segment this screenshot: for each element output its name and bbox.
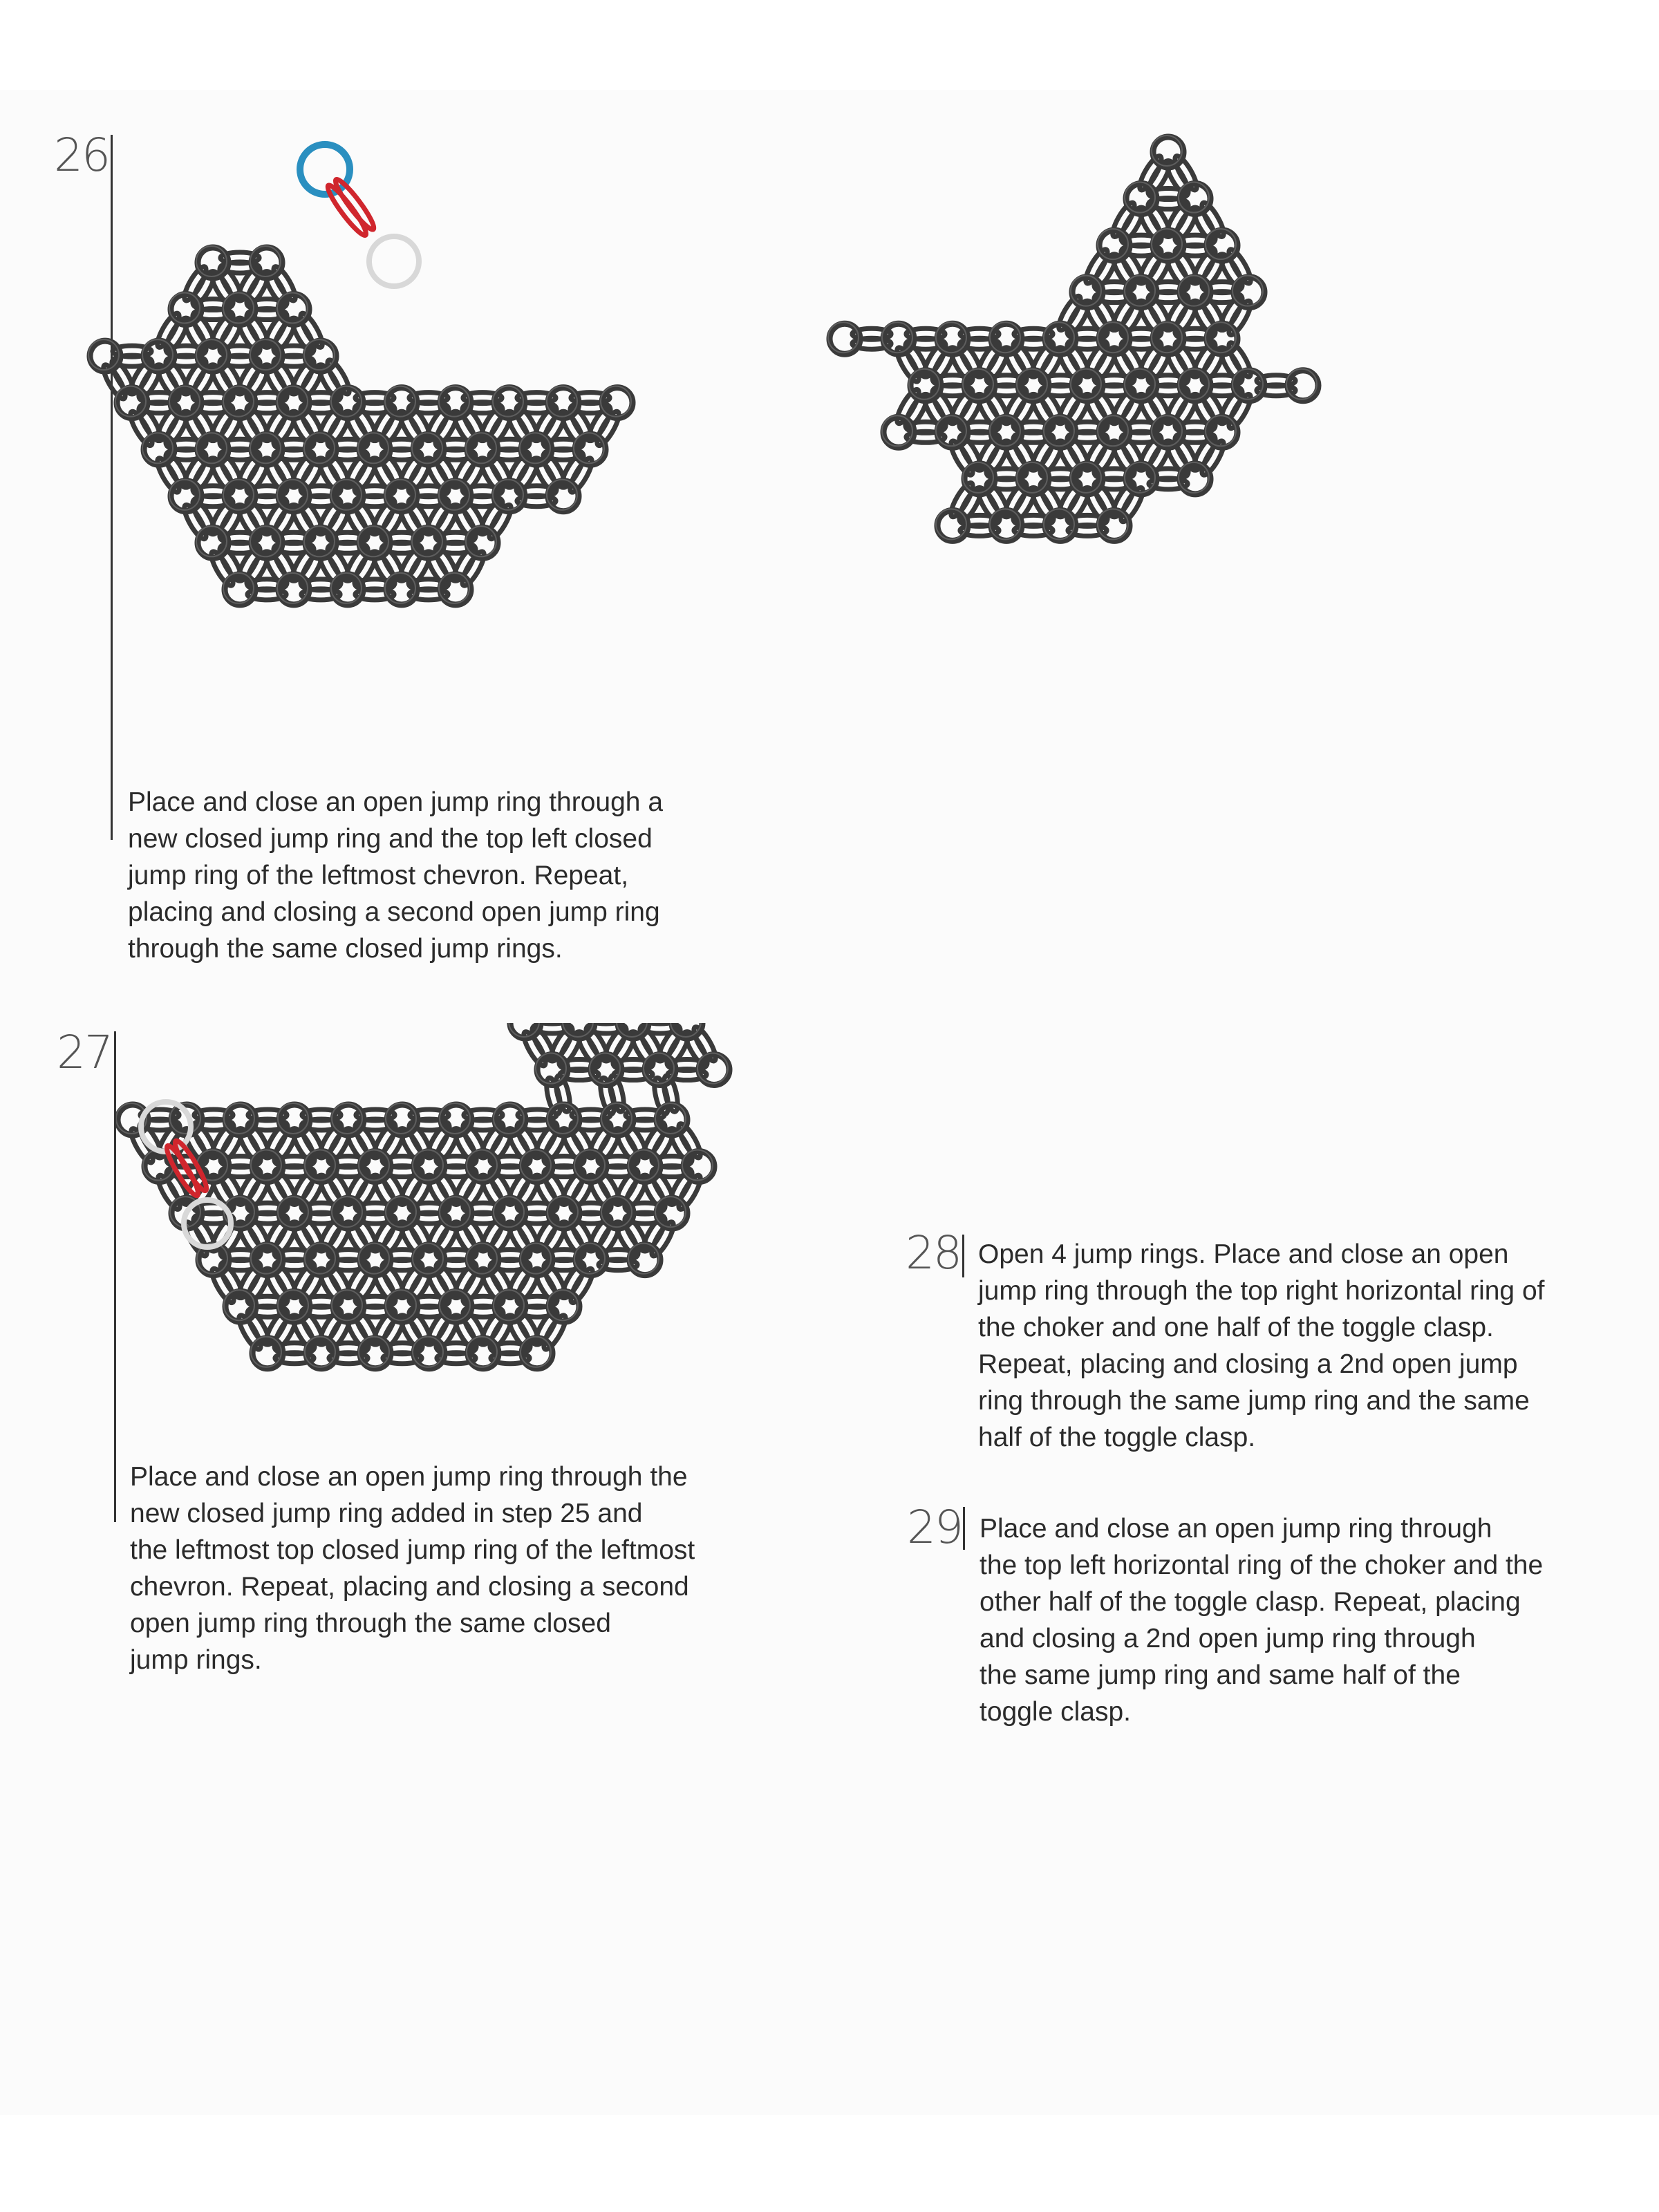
- step-29-number: 29: [907, 1501, 962, 1554]
- step-27-rule: [114, 1031, 116, 1522]
- chainmaille-left-panel: [88, 246, 632, 605]
- step-28-text: Open 4 jump rings. Place and close an open jump ring through the top right horizontal ring of the choker and one half of the toggle clasp. Repeat, placing and closing a 2nd open jump ring through the same jump ring and the same half of the toggle clasp.: [978, 1239, 1545, 1452]
- step-26-text: Place and close an open jump ring through a new closed jump ring and the top left closed jump ring of the leftmost chevron. Repeat, placing and closing a second open jump ring through the same closed jump rings.: [128, 787, 664, 964]
- step-27-number: 27: [57, 1026, 112, 1079]
- step-29-text: Place and close an open jump ring through the top left horizontal ring of the choker and the other half of the toggle clasp. Repeat, placing and closing a 2nd open jump ring through the same jump ring and same half of the toggle clasp.: [980, 1514, 1544, 1727]
- step-28-number: 28: [906, 1226, 961, 1280]
- chainmaille-right-panel: [828, 135, 1318, 541]
- step-27-text: Place and close an open jump ring through the new closed jump ring added in step 25 and the leftmost top closed jump ring of the leftmost chevron. Repeat, placing and closing a second open jump ring through the same closed jump rings.: [130, 1462, 695, 1675]
- step-28-rule: [962, 1235, 964, 1277]
- step-29-rule: [963, 1507, 965, 1550]
- step-26-number: 26: [54, 129, 109, 182]
- step-26-new-rings: [300, 144, 419, 286]
